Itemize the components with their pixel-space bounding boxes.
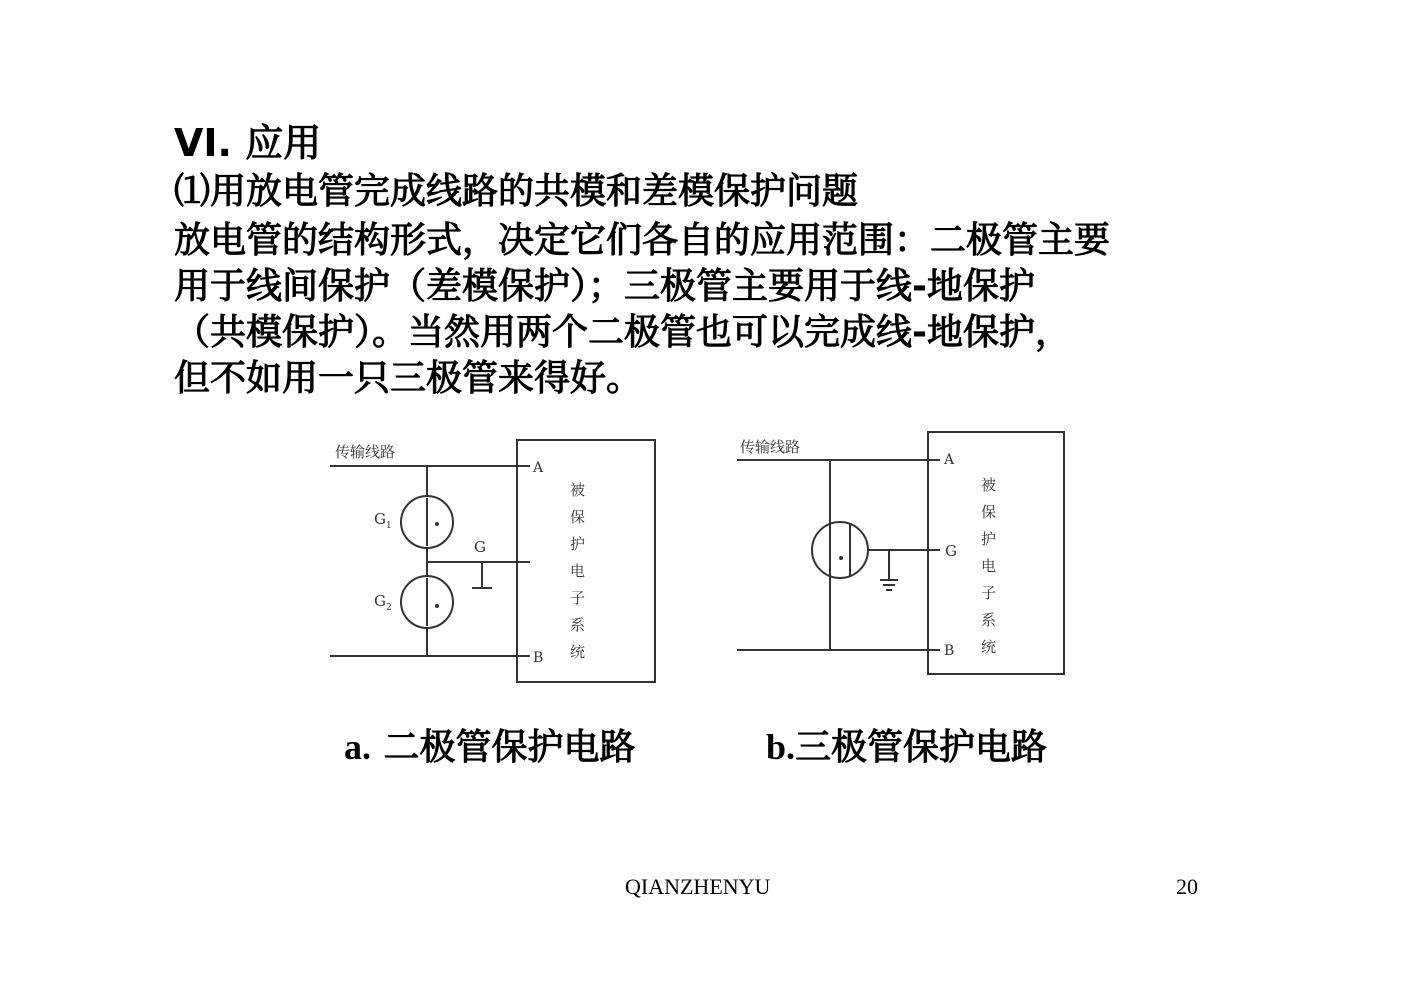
caption-b-prefix: b. xyxy=(766,727,796,767)
page-number: 20 xyxy=(1176,874,1198,899)
box-label xyxy=(981,476,996,656)
caption-b xyxy=(766,722,1047,773)
svg-text:护: 护 xyxy=(981,530,997,548)
svg-text:系: 系 xyxy=(570,616,586,634)
paragraph-line: 放电管的结构形式，决定它们各自的应用范围：二极管主要 xyxy=(174,220,1111,261)
svg-text:电: 电 xyxy=(570,562,586,580)
figure-b-triode-circuit xyxy=(737,432,1064,674)
g1-label: $G_1$ xyxy=(374,510,392,531)
svg-text:被: 被 xyxy=(570,481,586,499)
g-terminal-label: G xyxy=(474,538,486,556)
g-terminal-label: G xyxy=(945,542,957,560)
a-terminal-label: A xyxy=(944,452,955,468)
svg-text:统: 统 xyxy=(981,638,997,656)
svg-text:保: 保 xyxy=(981,503,997,521)
heading: VI. 应用 xyxy=(174,121,322,165)
figure-a-diode-circuit xyxy=(330,440,655,682)
box-label xyxy=(570,481,585,661)
svg-text:系: 系 xyxy=(981,611,997,629)
a-terminal-label: A xyxy=(533,460,544,476)
gap-tube-triode xyxy=(812,522,868,578)
b-terminal-label: B xyxy=(944,643,955,659)
caption-a-prefix: a. xyxy=(344,727,371,767)
caption-a-text: 二极管保护电路 xyxy=(383,727,636,768)
body-paragraph xyxy=(174,218,1234,402)
svg-text:保: 保 xyxy=(570,508,586,526)
g2-label: $G_2$ xyxy=(374,592,392,613)
footer-author: QIANZHENYU xyxy=(625,874,771,899)
subheading: ⑴用放电管完成线路的共模和差模保护问题 xyxy=(174,171,859,212)
protected-system-box xyxy=(517,440,655,682)
figure-b-line-label: 传输线路 xyxy=(740,438,801,456)
svg-text:子: 子 xyxy=(981,584,997,602)
figure-a-line-label: 传输线路 xyxy=(335,443,396,461)
circuit-figures xyxy=(300,410,1100,710)
paragraph-line: （共模保护）。当然用两个二极管也可以完成线-地保护， xyxy=(174,312,1071,353)
svg-text:被: 被 xyxy=(981,476,997,494)
svg-text:统: 统 xyxy=(570,643,586,661)
paragraph-line: 但不如用一只三极管来得好。 xyxy=(174,358,643,399)
svg-text:电: 电 xyxy=(981,557,997,575)
caption-b-text: 三极管保护电路 xyxy=(795,727,1048,768)
svg-text:护: 护 xyxy=(570,535,586,553)
svg-text:子: 子 xyxy=(570,589,586,607)
paragraph-line: 用于线间保护（差模保护）；三极管主要用于线-地保护 xyxy=(174,266,1035,307)
b-terminal-label: B xyxy=(533,650,544,666)
caption-a xyxy=(344,722,636,773)
